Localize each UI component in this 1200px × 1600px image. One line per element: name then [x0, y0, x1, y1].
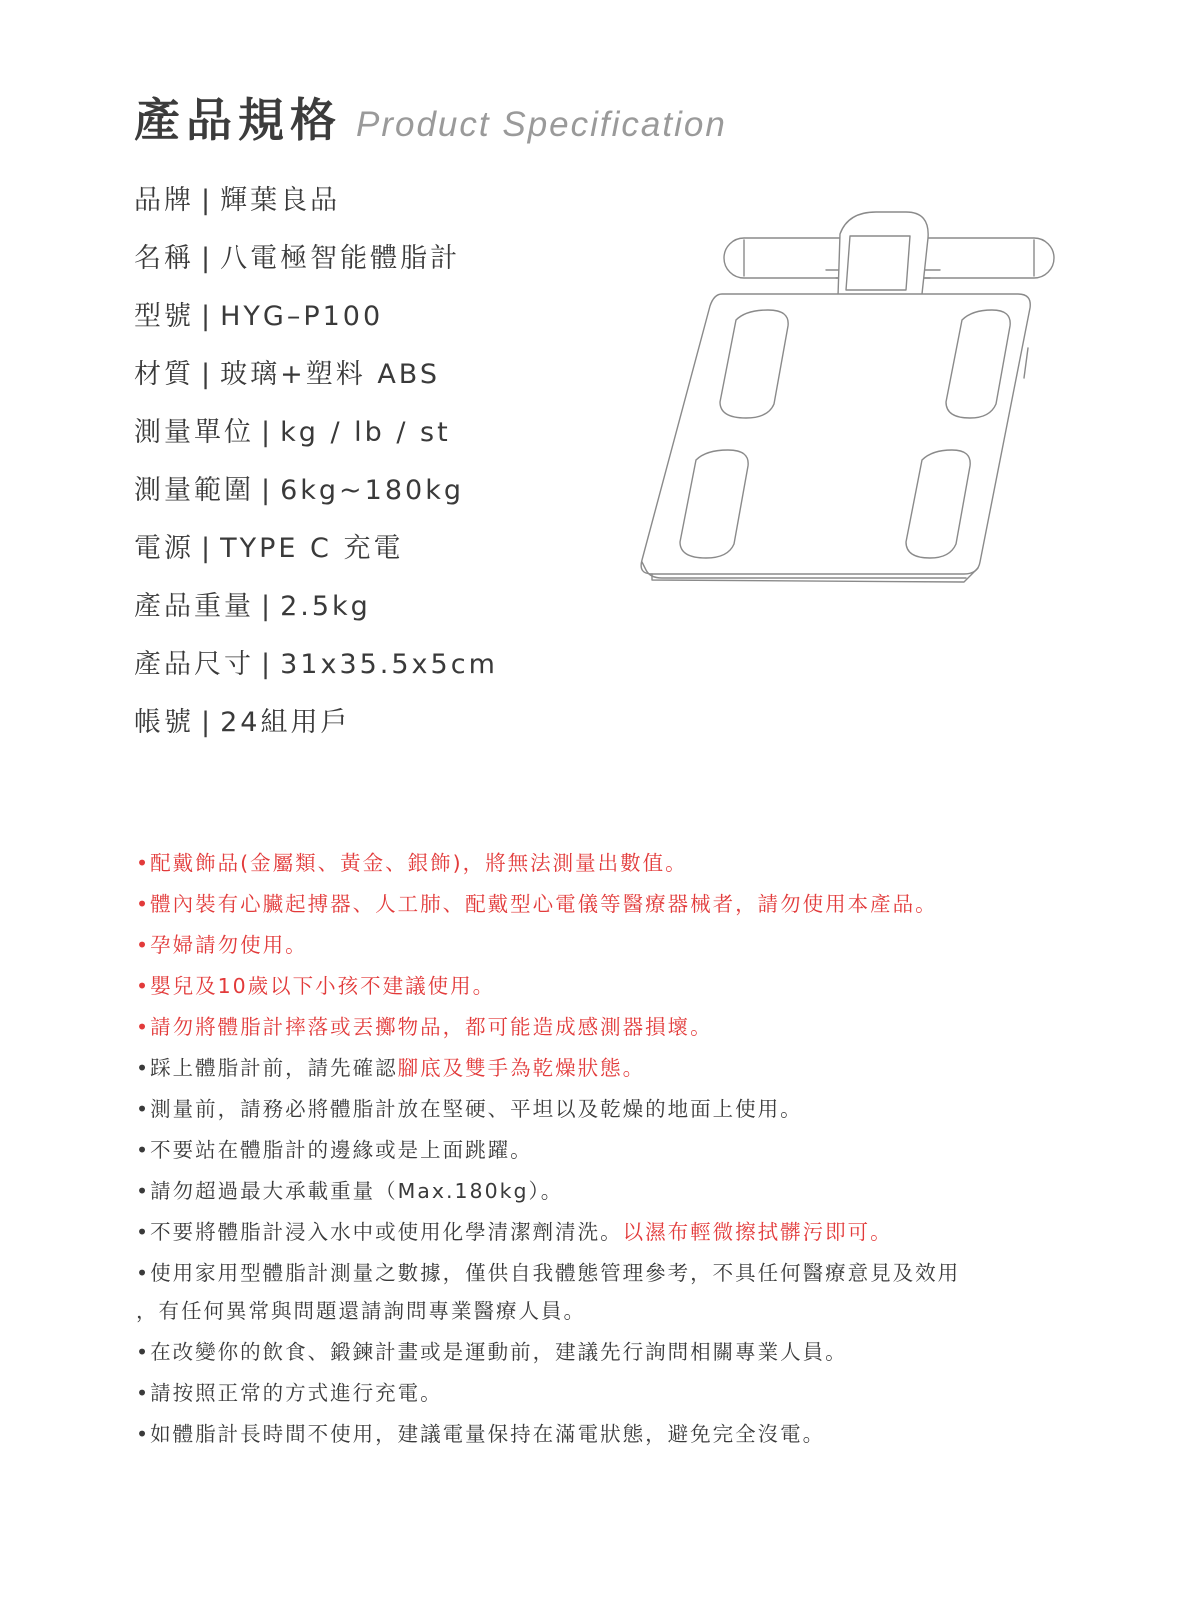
usage-notes [136, 845, 1136, 1457]
spec-label: 型號 [134, 301, 194, 332]
spec-separator: | [201, 359, 214, 390]
spec-label: 材質 [134, 359, 194, 390]
note-item: •請按照正常的方式進行充電。 [136, 1381, 443, 1405]
spec-list [134, 178, 654, 758]
spec-value: TYPE C 充電 [220, 533, 404, 564]
spec-label: 產品重量 [134, 591, 254, 622]
spec-row-material [134, 352, 654, 410]
spec-label: 產品尺寸 [134, 649, 254, 680]
spec-separator: | [261, 591, 274, 622]
note-item [136, 1050, 1136, 1086]
spec-separator: | [201, 707, 214, 738]
note-item: •在改變你的飲食、鍛鍊計畫或是運動前，建議先行詢問相關專業人員。 [136, 1340, 848, 1364]
note-item: •請勿將體脂計摔落或丟擲物品，都可能造成感測器損壞。 [136, 1015, 713, 1039]
spec-row-brand [134, 178, 654, 236]
note-item: •請勿超過最大承載重量（Max.180kg）。 [136, 1179, 564, 1203]
spec-row-unit [134, 410, 654, 468]
page-title [134, 84, 727, 150]
spec-row-weight [134, 584, 654, 642]
title-english: Product Specification [356, 105, 727, 144]
title-chinese: 產品規格 [134, 93, 342, 147]
note-item: •如體脂計長時間不使用，建議電量保持在滿電狀態，避免完全沒電。 [136, 1422, 826, 1446]
body-fat-scale-illustration [640, 198, 1080, 598]
note-text: •踩上體脂計前，請先確認 [136, 1056, 398, 1080]
spec-value: 輝葉良品 [220, 185, 341, 216]
spec-value: 31x35.5x5cm [280, 649, 498, 680]
spec-label: 測量範圍 [134, 475, 254, 506]
spec-row-model [134, 294, 654, 352]
spec-label: 帳號 [134, 707, 194, 738]
note-highlight: 以濕布輕微擦拭髒污即可。 [622, 1220, 893, 1244]
spec-separator: | [201, 185, 214, 216]
spec-row-name [134, 236, 654, 294]
scale-platform-drawing [641, 294, 1030, 582]
note-item [136, 1214, 1136, 1250]
spec-row-accounts [134, 700, 654, 758]
note-item: •體內裝有心臟起搏器、人工肺、配戴型心電儀等醫療器械者，請勿使用本產品。 [136, 892, 938, 916]
note-item: •嬰兒及10歲以下小孩不建議使用。 [136, 974, 496, 998]
spec-label: 電源 [134, 533, 194, 564]
spec-value: 24組用戶 [220, 707, 351, 738]
spec-row-size [134, 642, 654, 700]
spec-separator: | [261, 649, 274, 680]
spec-value: kg / lb / st [280, 417, 451, 448]
spec-separator: | [201, 243, 214, 274]
spec-value: 2.5kg [280, 591, 371, 622]
note-highlight: 腳底及雙手為乾燥狀態。 [397, 1056, 646, 1080]
spec-value: 6kg~180kg [280, 475, 464, 506]
note-item-continuation: ，有任何異常與問題還請詢問專業醫療人員。 [136, 1299, 586, 1323]
spec-separator: | [261, 475, 274, 506]
spec-separator: | [201, 533, 214, 564]
spec-label: 測量單位 [134, 417, 254, 448]
spec-separator: | [261, 417, 274, 448]
note-text: •不要將體脂計浸入水中或使用化學清潔劑清洗。 [136, 1220, 623, 1244]
spec-row-power [134, 526, 654, 584]
note-item: •使用家用型體脂計測量之數據，僅供自我體態管理參考，不具任何醫療意見及效用 [136, 1261, 961, 1285]
spec-value: HYG–P100 [220, 301, 384, 332]
spec-value: 八電極智能體脂計 [220, 243, 461, 274]
note-item: •不要站在體脂計的邊緣或是上面跳躍。 [136, 1138, 533, 1162]
spec-value: 玻璃+塑料 ABS [220, 359, 440, 390]
spec-label: 品牌 [134, 185, 194, 216]
note-item: •測量前，請務必將體脂計放在堅硬、平坦以及乾燥的地面上使用。 [136, 1097, 803, 1121]
spec-row-range [134, 468, 654, 526]
spec-label: 名稱 [134, 243, 194, 274]
spec-separator: | [201, 301, 214, 332]
note-item: •配戴飾品(金屬類、黃金、銀飾)，將無法測量出數值。 [136, 851, 688, 875]
note-item: •孕婦請勿使用。 [136, 933, 308, 957]
